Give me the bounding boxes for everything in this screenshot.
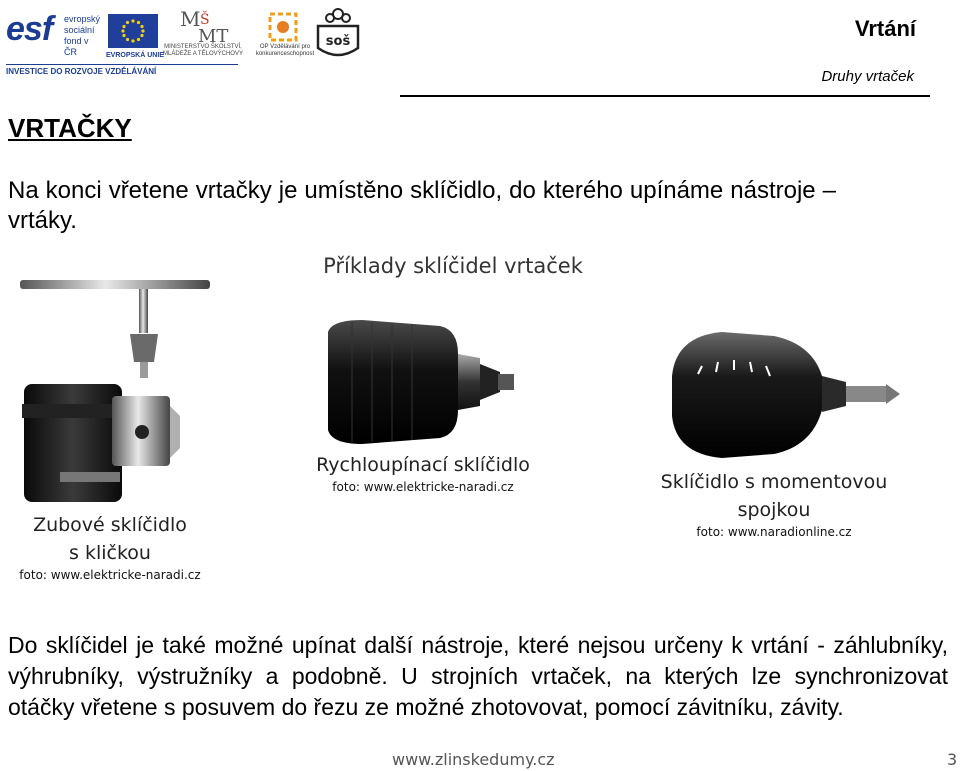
sos-logo-text: soš [325,34,351,49]
caption-line: spojkou [737,499,811,521]
eu-flag-icon [108,14,158,48]
invest-caption: INVESTICE DO ROZVOJE VZDĚLÁVÁNÍ [6,64,238,76]
caption-geared-chuck [10,511,210,583]
geared-chuck-image [10,276,220,508]
svg-text:M: M [180,7,201,31]
clutch-chuck-image [662,326,904,462]
esf-letters: esf [6,10,53,48]
page-number: 3 [947,750,958,769]
keyless-chuck-image [322,318,518,446]
op-caption: OP Vzdělávání pro konkurenceschopnost [255,44,315,57]
caption-line: Sklíčidlo s momentovou [660,471,888,493]
document-title: Vrtání [854,16,916,41]
caption-line: Zubové sklíčidlo [33,514,187,536]
caption-line: Rychloupínací sklíčidlo [316,454,530,476]
caption-clutch-chuck [654,468,894,540]
sos-logo-icon [314,4,362,64]
esf-caption: evropský sociální fond v ČR [64,14,101,57]
section-heading: VRTAČKY [8,113,132,143]
intro-paragraph: Na konci vřetene vrtačky je umístěno sklíčidlo, do kterého upínáme nástroje – vrtáky. [8,177,836,234]
body-paragraph: Do sklíčidel je také možné upínat další nástroje, které nejsou určeny k vrtání - záhlubníky, výhrubníky, výstružníky a podobně. U strojních vrtaček, na kterých lze synchronizovat otáčky vřetene s posuvem do řezu ze možné zhotovovat, pomocí závitníku, závity. [8,632,948,720]
caption-line: s kličkou [69,542,151,564]
msmt-caption: MINISTERSTVO ŠKOLSTVÍ, MLÁDEŽE A TĚLOVÝCHOVY [163,44,243,57]
footer-url[interactable]: www.zlinskedumy.cz [392,750,555,769]
photo-credit: foto: www.naradionline.cz [696,525,852,539]
photo-credit: foto: www.elektricke-naradi.cz [19,568,201,582]
svg-text:MT: MT [198,26,229,46]
header-divider [400,95,930,97]
svg-text:Š: Š [200,12,210,28]
eu-caption: EVROPSKÁ UNIE [106,52,164,59]
photo-credit: foto: www.elektricke-naradi.cz [332,480,514,494]
caption-keyless-chuck [300,451,546,495]
examples-title: Příklady sklíčidel vrtaček [323,254,583,278]
document-subtitle: Druhy vrtaček [821,68,914,85]
